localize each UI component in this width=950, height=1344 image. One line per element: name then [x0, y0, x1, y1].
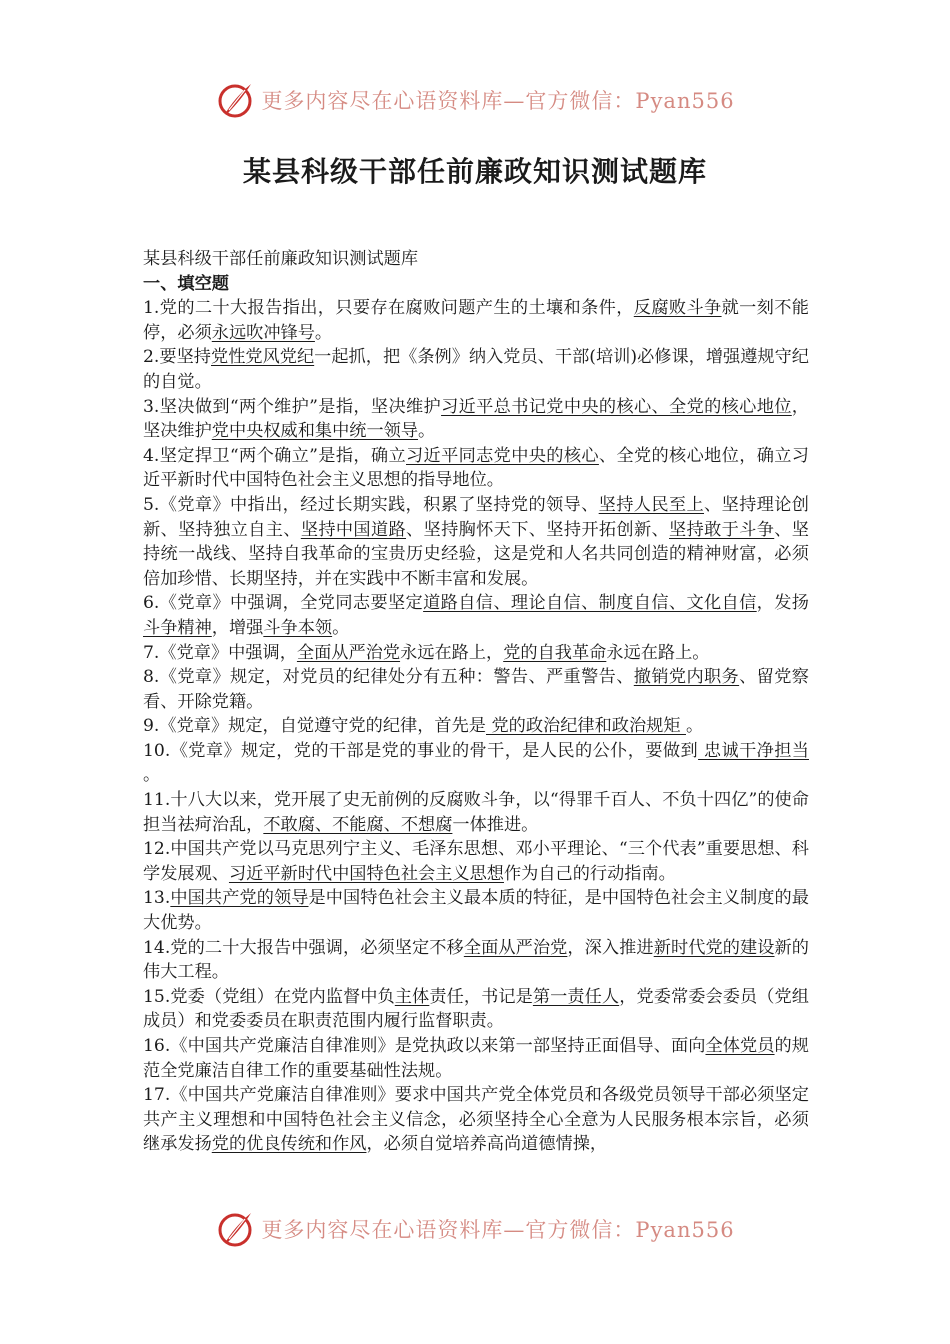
question-number: 17. [143, 1085, 171, 1106]
banner-text: 更多内容尽在心语资料库—官方微信：Pyan556 [261, 1218, 735, 1242]
answer-blank: 全体党员 [705, 1036, 775, 1056]
answer-blank: 斗争精神 [143, 617, 212, 638]
question-text: 是中国特色社会主义最本质的特征，是中国特色社会主义制度的最大优势。 [143, 888, 809, 934]
question-text: 《党章》中指出，经过长期实践，积累了坚持党的领导、 [159, 494, 599, 515]
document-body [143, 247, 809, 1157]
question-text: 要坚持 [159, 347, 211, 368]
answer-blank: 全面从严治党 [296, 642, 401, 663]
question-text: 坚定捍卫“两个确立”是指，确立 [159, 445, 406, 466]
question-text: 党的二十大报告中强调，必须坚定不移 [170, 937, 464, 958]
question-number: 8. [143, 667, 160, 688]
intro-line: 某县科级干部任前廉政知识测试题库 [143, 249, 419, 269]
document-title: 某县科级干部任前廉政知识测试题库 [242, 155, 707, 188]
question-text: 永远在路上。 [606, 642, 710, 663]
answer-blank: 党的政治纪律和政治规矩 [485, 716, 686, 737]
question-text: 中国共产党以马克思列宁主义、毛泽东思想、邓小平理论、“三个代表”重要思想、科学发展观、 [143, 839, 809, 884]
question-item [143, 444, 809, 493]
question-text: 永远在路上， [400, 642, 504, 663]
answer-blank: 反腐败斗争 [633, 298, 722, 319]
question-text: 、坚持理论创新、坚持独立自主、 [143, 494, 809, 540]
question-item [143, 837, 809, 886]
answer-blank: 忠诚干净担当 [698, 740, 809, 761]
question-item [143, 665, 809, 714]
answer-blank: 斗争本领 [263, 617, 333, 638]
question-item [143, 591, 809, 640]
question-text: 、坚持胸怀天下、坚持开拓创新、 [406, 519, 670, 540]
answer-blank: 全面从严治党 [463, 937, 568, 958]
answer-blank: 新时代党的建设 [653, 937, 775, 958]
question-text: 。 [332, 617, 350, 638]
answer-blank: 第一责任人 [532, 986, 620, 1007]
question-text: 一起抓，把《条例》纳入党员、干部(培训)必修课，增强遵规守纪的自觉。 [143, 347, 809, 392]
question-text: 、留党察看、开除党籍。 [143, 667, 809, 712]
question-number: 10. [143, 740, 171, 761]
question-text: 《党章》规定，对党员的纪律处分有五种：警告、严重警告、 [159, 667, 634, 688]
question-text: ，坚决维护 [143, 396, 809, 442]
question-item [143, 296, 809, 345]
header-banner [0, 78, 950, 122]
question-number: 6. [143, 593, 160, 614]
answer-blank: 撤销党内职务 [633, 667, 740, 688]
question-number: 7. [143, 642, 160, 663]
question-list [143, 296, 809, 1157]
question-number: 1. [143, 298, 160, 319]
answer-blank: 习近平同志党中央的核心 [406, 445, 599, 466]
question-number: 12. [143, 839, 171, 860]
question-item [143, 395, 809, 444]
answer-blank: 党的自我革命 [503, 642, 607, 663]
question-item [143, 739, 809, 788]
question-text: 一体推进。 [452, 814, 539, 835]
question-text: ，增强 [211, 617, 264, 638]
footer-banner [0, 1207, 950, 1251]
question-text: 《党章》规定，党的干部是党的事业的骨干，是人民的公仆，要做到 [170, 740, 699, 761]
answer-blank: 党性党风党纪 [211, 347, 315, 368]
question-number: 13. [143, 888, 171, 909]
question-number: 2. [143, 347, 160, 368]
question-number: 5. [143, 494, 160, 515]
question-text: 的规范全党廉洁自律工作的重要基础性法规。 [143, 1036, 809, 1081]
question-text: 就一刻不能停，必须 [143, 298, 809, 343]
section-heading: 一、填空题 [143, 273, 229, 294]
banner-text: 更多内容尽在心语资料库—官方微信：Pyan556 [261, 89, 735, 113]
answer-blank: 坚持人民至上 [598, 494, 705, 515]
question-text: 。 [314, 322, 333, 343]
question-text: 作为自己的行动指南。 [503, 863, 676, 884]
question-text: 坚决做到“两个维护”是指，坚决维护 [159, 396, 442, 417]
question-item [143, 788, 809, 837]
answer-blank: 永远吹冲锋号 [211, 322, 315, 343]
question-number: 16. [143, 1036, 171, 1056]
question-item [143, 641, 809, 666]
question-text: ，发扬 [756, 593, 809, 614]
answer-blank: 不敢腐、不能腐、不想腐 [263, 814, 453, 835]
question-text: 新的伟大工程。 [143, 937, 809, 983]
question-text: 十八大以来，党开展了史无前例的反腐败斗争，以“得罪千百人、不负十四亿”的使命担当祛疴治乱， [143, 790, 809, 835]
question-number: 14. [143, 937, 171, 958]
question-text: 党的二十大报告指出，只要存在腐败问题产生的土壤和条件， [159, 298, 634, 319]
question-text: 《中国共产党廉洁自律准则》要求中国共产党全体党员和各级党员领导干部必须坚定共产主义理想和中国特色社会主义信念，必须坚持全心全意为人民服务根本宗旨，必须继承发扬 [143, 1085, 809, 1155]
question-number: 9. [143, 716, 160, 737]
question-item [143, 985, 809, 1034]
question-text: ，党委常委会委员（党组成员）和党委委员在职责范围内履行监督职责。 [143, 986, 809, 1032]
answer-blank: 党中央权威和集中统一领导 [211, 421, 419, 442]
question-item [143, 493, 809, 591]
question-text: 党委（党组）在党内监督中负 [170, 986, 395, 1007]
question-text: 。 [418, 421, 436, 442]
question-text: 。 [685, 716, 704, 737]
question-text: 、全党的核心地位，确立习近平新时代中国特色社会主义思想的指导地位。 [143, 445, 809, 491]
answer-blank: 坚持敢于斗争 [669, 519, 775, 540]
feather-pen-logo [215, 80, 255, 120]
question-item [143, 714, 809, 739]
question-text: ，必须自觉培养高尚道德情操， [366, 1134, 608, 1155]
question-number: 3. [143, 396, 160, 417]
question-text: 《党章》中强调， [159, 642, 297, 663]
answer-blank: 坚持中国道路 [300, 519, 407, 540]
answer-blank: 主体 [394, 986, 430, 1007]
question-text: 。 [143, 765, 161, 786]
question-item [143, 1083, 809, 1157]
question-text: 《党章》中强调，全党同志要坚定 [159, 593, 424, 614]
question-text: ，深入推进 [567, 937, 654, 958]
question-text: 责任，书记是 [429, 986, 533, 1007]
answer-blank: 习近平新时代中国特色社会主义思想 [228, 863, 504, 884]
question-item [143, 345, 809, 394]
answer-blank: 习近平总书记党中央的核心、全党的核心地位 [441, 396, 792, 417]
question-number: 15. [143, 986, 171, 1007]
feather-pen-logo [215, 1209, 255, 1249]
question-text: 、坚持统一战线、坚持自我革命的宝贵历史经验，这是党和人名共同创造的精神财富，必须倍加珍惜、长期坚持，并在实践中不断丰富和发展。 [143, 519, 809, 589]
question-item [143, 886, 809, 935]
question-number: 11. [143, 790, 171, 811]
question-item [143, 936, 809, 985]
question-number: 4. [143, 445, 160, 466]
answer-blank: 中国共产党的领导 [170, 888, 309, 909]
answer-blank: 党的优良传统和作风 [211, 1134, 367, 1155]
question-item [143, 1034, 809, 1083]
answer-blank: 道路自信、理论自信、制度自信、文化自信 [423, 593, 757, 614]
question-text: 《党章》规定，自觉遵守党的纪律，首先是 [159, 716, 486, 737]
question-text: 《中国共产党廉洁自律准则》是党执政以来第一部坚持正面倡导、面向 [170, 1036, 706, 1056]
